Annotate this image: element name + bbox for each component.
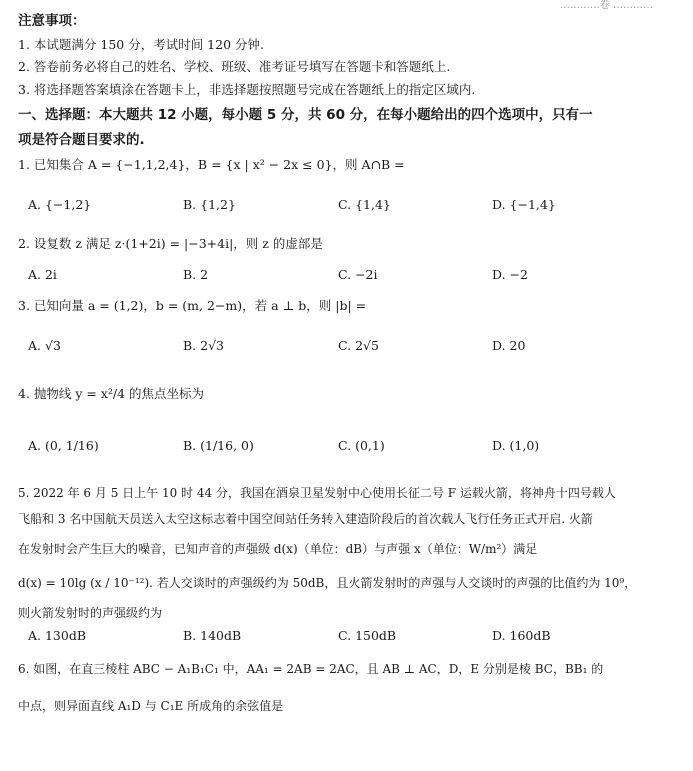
question-3-stem: 3. 已知向量 a = (1,2)，b = (m, 2−m)，若 a ⊥ b，则 |b| = — [18, 298, 367, 313]
question-4-option-a: A. (0, 1/16) — [28, 438, 99, 453]
question-5-option-d: D. 160dB — [492, 628, 551, 643]
notice-item-2: 2. 答卷前务必将自己的姓名、学校、班级、准考证号填写在答题卡和答题纸上. — [18, 59, 451, 74]
question-5-stem-line2: 飞船和 3 名中国航天员送入太空这标志着中国空间站任务转入建造阶段后的首次载人飞行任务正式开启. 火箭 — [18, 512, 593, 526]
notice-item-1: 1. 本试题满分 150 分，考试时间 120 分钟. — [18, 37, 264, 52]
notice-item-3: 3. 将选择题答案填涂在答题卡上，非选择题按照题号完成在答题纸上的指定区域内. — [18, 82, 476, 97]
question-3-option-d: D. 20 — [492, 338, 526, 353]
question-2-option-b: B. 2 — [183, 267, 209, 282]
question-5-option-b: B. 140dB — [183, 628, 242, 643]
notice-title: 注意事项： — [18, 13, 86, 29]
question-1-option-b: B. {1,2} — [183, 197, 236, 212]
question-3-option-a: A. √3 — [28, 338, 61, 353]
question-5-stem-line1: 5. 2022 年 6 月 5 日上午 10 时 44 分，我国在酒泉卫星发射中心使用长征二号 F 运载火箭，将神舟十四号载人 — [18, 486, 616, 500]
question-2-option-a: A. 2i — [28, 267, 57, 282]
question-4-option-c: C. (0,1) — [338, 438, 385, 453]
question-2-option-d: D. −2 — [492, 267, 528, 282]
question-5-stem-line4: d(x) = 10lg (x / 10⁻¹²). 若人交谈时的声强级约为 50dB，且火箭发射时的声强与人交谈时的声强的比值约为 10⁹， — [18, 576, 637, 590]
question-6-stem-line2: 中点，则异面直线 A₁D 与 C₁E 所成角的余弦值是 — [18, 699, 284, 713]
question-2-option-c: C. −2i — [338, 267, 378, 282]
question-2-stem: 2. 设复数 z 满足 z·(1+2i) = |−3+4i|，则 z 的虚部是 — [18, 236, 323, 251]
question-5-stem-line3: 在发射时会产生巨大的噪音，已知声音的声强级 d(x)（单位：dB）与声强 x（单位：W/m²）满足 — [18, 542, 538, 556]
question-1-stem: 1. 已知集合 A = {−1,1,2,4}，B = {x | x² − 2x ≤ 0}，则 A∩B = — [18, 157, 405, 172]
question-3-option-b: B. 2√3 — [183, 338, 225, 353]
question-1-option-d: D. {−1,4} — [492, 197, 556, 212]
question-5-option-c: C. 150dB — [338, 628, 397, 643]
question-4-option-d: D. (1,0) — [492, 438, 540, 453]
question-1-option-a: A. {−1,2} — [28, 197, 92, 212]
question-6-stem-line1: 6. 如图，在直三棱柱 ABC − A₁B₁C₁ 中，AA₁ = 2AB = 2AC，且 AB ⊥ AC，D，E 分别是棱 BC，BB₁ 的 — [18, 662, 604, 676]
section-heading-line2: 项是符合题目要求的. — [18, 132, 145, 148]
question-4-stem: 4. 抛物线 y = x²/4 的焦点坐标为 — [18, 386, 205, 401]
header-corner-text: …………卷 ………… — [559, 0, 653, 11]
question-4-option-b: B. (1/16, 0) — [183, 438, 254, 453]
question-3-option-c: C. 2√5 — [338, 338, 379, 353]
question-1-option-c: C. {1,4} — [338, 197, 391, 212]
question-5-option-a: A. 130dB — [28, 628, 87, 643]
section-heading-line1: 一、选择题：本大题共 12 小题，每小题 5 分，共 60 分，在每小题给出的四个选项中，只有一 — [18, 107, 593, 123]
question-5-stem-line5: 则火箭发射时的声强级约为 — [18, 606, 163, 620]
